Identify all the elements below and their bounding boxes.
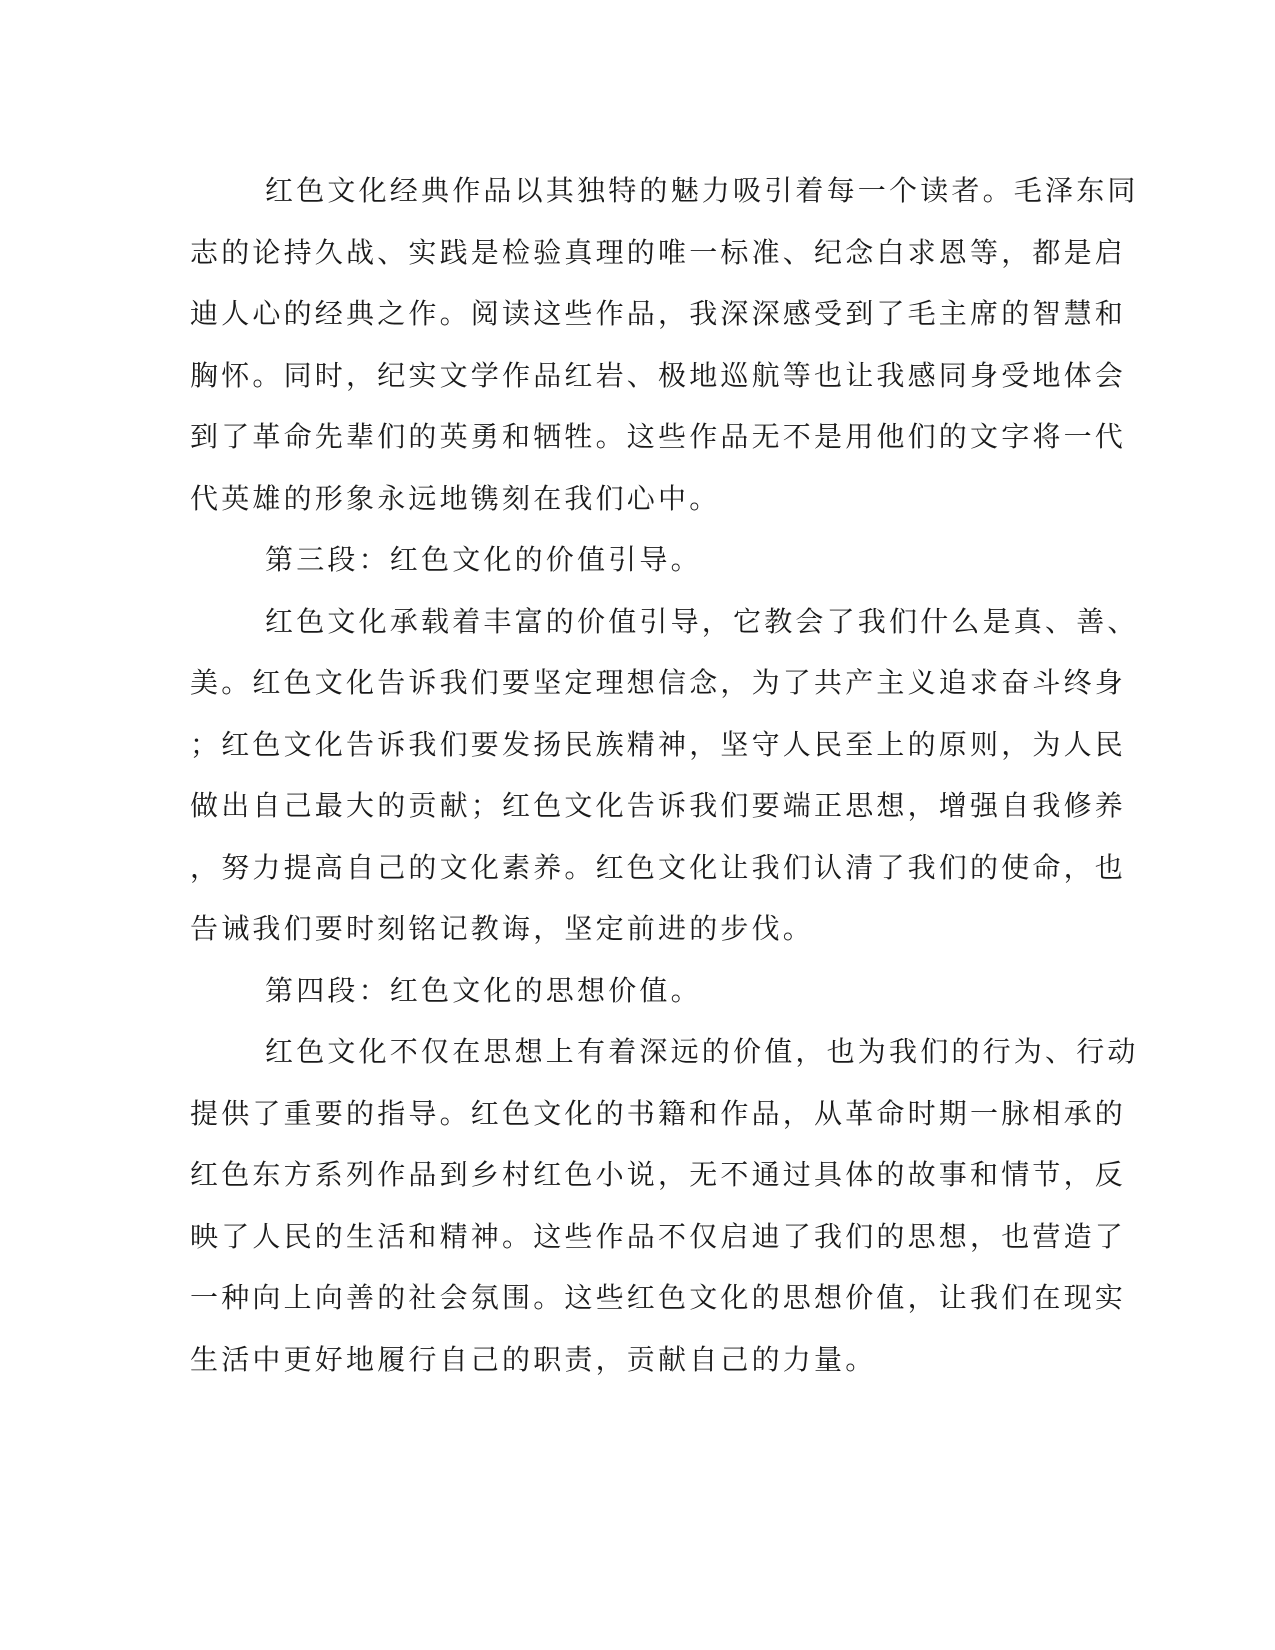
paragraph-first-line: 第三段：红色文化的价值引导。 [265,543,702,576]
text-line: 一种向上向善的社会氛围。这些红色文化的思想价值，让我们在现实 [190,1281,1127,1314]
text-line: 志的论持久战、实践是检验真理的唯一标准、纪念白求恩等，都是启 [190,235,1127,269]
text-line: 提供了重要的指导。红色文化的书籍和作品，从革命时期一脉相承的 [190,1096,1127,1130]
text-line: ，努力提高自己的文化素养。红色文化让我们认清了我们的使命，也 [190,850,1127,884]
text-line: 到了革命先辈们的英勇和牺牲。这些作品无不是用他们的文字将一代 [190,420,1127,453]
document-body [190,160,1139,1390]
text-line: ；红色文化告诉我们要发扬民族精神，坚守人民至上的原则，为人民 [190,727,1127,761]
paragraph-first-line: 红色文化承载着丰富的价值引导，它教会了我们什么是真、善、 [265,604,1139,638]
text-line: 美。红色文化告诉我们要坚定理想信念，为了共产主义追求奋斗终身 [190,666,1127,699]
text-line: 告诫我们要时刻铭记教诲，坚定前进的步伐。 [190,912,815,945]
text-line: 映了人民的生活和精神。这些作品不仅启迪了我们的思想，也营造了 [190,1219,1127,1253]
text-line: 做出自己最大的贡献；红色文化告诉我们要端正思想，增强自我修养 [190,789,1127,822]
paragraph-first-line: 第四段：红色文化的思想价值。 [265,973,702,1007]
text-line: 胸怀。同时，纪实文学作品红岩、极地巡航等也让我感同身受地体会 [190,358,1127,392]
paragraph-first-line: 红色文化不仅在思想上有着深远的价值，也为我们的行为、行动 [265,1035,1139,1068]
paragraph-first-line: 红色文化经典作品以其独特的魅力吸引着每一个读者。毛泽东同 [265,174,1139,207]
text-line: 迪人心的经典之作。阅读这些作品，我深深感受到了毛主席的智慧和 [190,297,1127,330]
text-line: 生活中更好地履行自己的职责，贡献自己的力量。 [190,1342,877,1376]
text-line: 红色东方系列作品到乡村红色小说，无不通过具体的故事和情节，反 [190,1158,1127,1191]
text-line: 代英雄的形象永远地镌刻在我们心中。 [190,481,721,515]
